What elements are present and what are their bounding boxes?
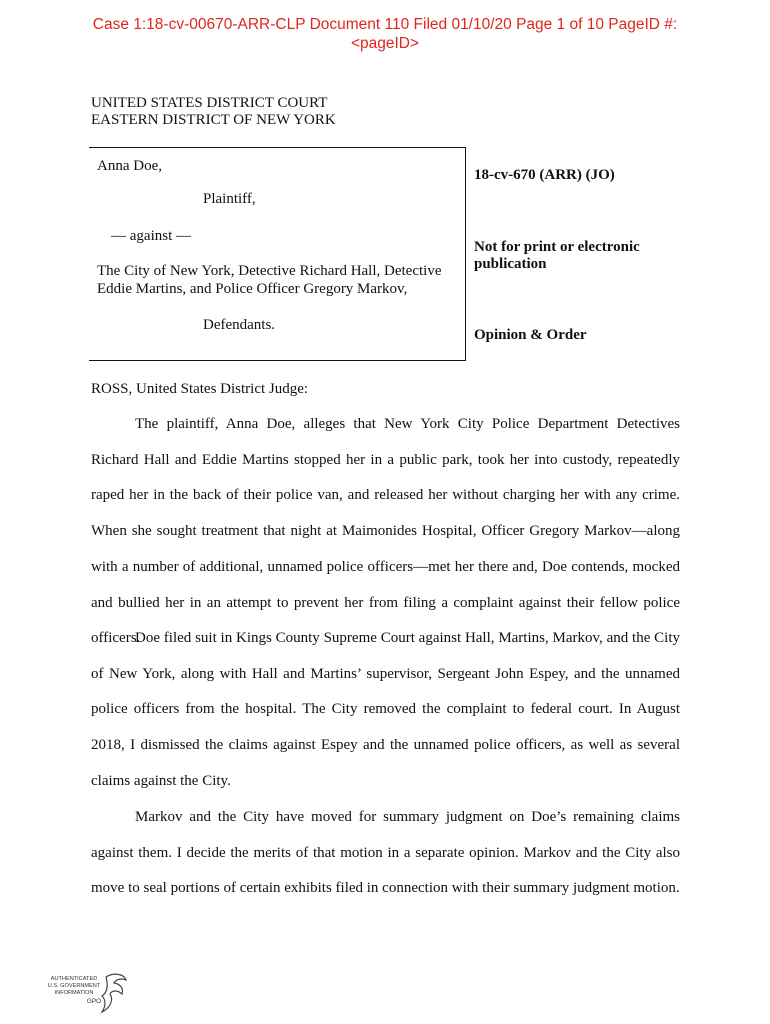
court-name-line-1: UNITED STATES DISTRICT COURT bbox=[91, 95, 328, 111]
body-paragraph-1: The plaintiff, Anna Doe, alleges that New York City Police Department Detectives Richard Hall and Eddie Martins stopped her in a public park, took her into custody, repeatedly raped her in the back of their police van, and released her without charging her with any crime. When she sought treatment that night at Maimonides Hospital, Officer Gregory Markov—along with a number of additional, unnamed police officers—met her there and, Doe contends, mocked and bullied her in an attempt to prevent her from filing a complaint against their fellow police officers. bbox=[91, 416, 680, 647]
logo-line-1: AUTHENTICATED bbox=[50, 976, 98, 982]
gpo-eagle-icon bbox=[44, 972, 130, 1016]
logo-line-4: GPO bbox=[86, 998, 102, 1005]
case-header-line-2: <pageID> bbox=[350, 35, 420, 52]
versus-label: — against — bbox=[111, 228, 191, 244]
body-paragraph-2: Doe filed suit in Kings County Supreme Court against Hall, Martins, Markov, and the City of New York, along with Hall and Martins’ supervisor, Sergeant John Espey, and the unnamed police officers from the hospital. The City removed the complaint to federal court. In August 2018, I dismissed the claims against Espey and the unnamed police officers, as well as several claims against the City. bbox=[91, 630, 680, 789]
logo-line-2: U.S. GOVERNMENT bbox=[47, 983, 101, 989]
logo-line-3: INFORMATION bbox=[54, 990, 94, 996]
case-caption-box bbox=[89, 147, 466, 361]
plaintiff-name: Anna Doe, bbox=[97, 158, 162, 174]
plaintiff-role: Plaintiff, bbox=[203, 191, 256, 207]
publication-notice-line-1: Not for print or electronic bbox=[474, 239, 640, 255]
body-paragraph-3: Markov and the City have moved for summary judgment on Doe’s remaining claims against them. I decide the merits of that motion in a separate opinion. Markov and the City also move to seal portions of certain exhibits filed in connection with their summary judgment motion. bbox=[91, 809, 680, 897]
case-header-stamp bbox=[0, 15, 770, 53]
judge-line: ROSS, United States District Judge: bbox=[91, 381, 309, 397]
document-type: Opinion & Order bbox=[474, 327, 587, 343]
defendants-line-2: Eddie Martins, and Police Officer Gregory Markov, bbox=[97, 281, 408, 297]
case-header-line-1: Case 1:18-cv-00670-ARR-CLP Document 110 Filed 01/10/20 Page 1 of 10 PageID #: bbox=[92, 16, 678, 33]
court-name-line-2: EASTERN DISTRICT OF NEW YORK bbox=[91, 112, 336, 128]
gpo-authentication-logo bbox=[44, 972, 130, 1021]
court-name bbox=[91, 95, 336, 129]
case-number: 18-cv-670 (ARR) (JO) bbox=[474, 167, 615, 183]
defendants-line-1: The City of New York, Detective Richard Hall, Detective bbox=[97, 263, 442, 279]
publication-notice-line-2: publication bbox=[474, 256, 547, 272]
publication-notice bbox=[474, 239, 640, 273]
defendants-role: Defendants. bbox=[203, 317, 276, 333]
